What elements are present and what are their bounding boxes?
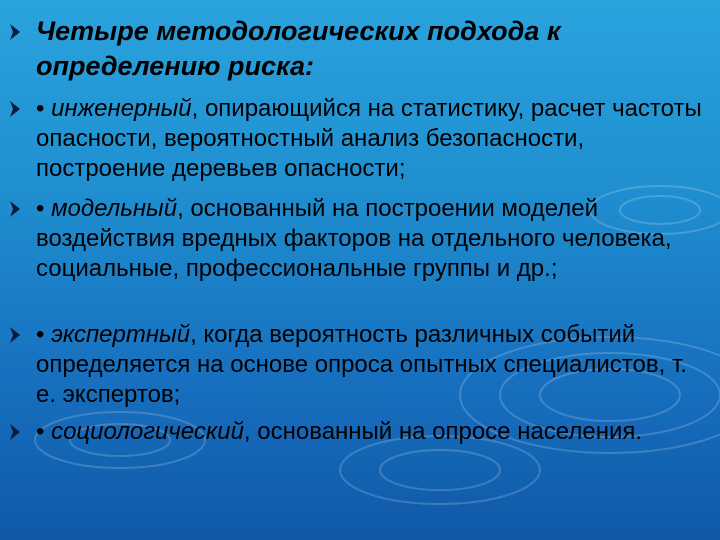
- approach-description: , когда вероятность различных событий определяется на основе опроса опытных специалистов, т. е. экспертов;: [36, 321, 687, 408]
- arrow-bullet-icon: [8, 325, 22, 345]
- arrow-bullet-icon: [8, 422, 22, 442]
- bullet-dot: •: [36, 95, 52, 122]
- list-item-expert: [36, 320, 706, 410]
- arrow-bullet-icon: [8, 199, 22, 219]
- bullet-dot: •: [36, 418, 52, 445]
- list-item-engineering: [36, 94, 706, 184]
- bullet-dot: •: [36, 321, 52, 348]
- approach-description: , опирающийся на статистику, расчет частоты опасности, вероятностный анализ безопасности, построение деревьев опасности;: [36, 95, 702, 182]
- approach-term: инженерный: [51, 95, 192, 122]
- arrow-bullet-icon: [8, 99, 22, 119]
- approach-term: социологический: [51, 418, 244, 445]
- approach-description: , основанный на опросе населения.: [243, 418, 643, 445]
- list-item-model: [36, 194, 706, 284]
- arrow-bullet-icon: [8, 22, 22, 42]
- approach-description: , основанный на построении моделей воздействия вредных факторов на отдельного человека, социальные, профессиональные группы и др.;: [36, 195, 672, 282]
- bullet-dot: •: [36, 195, 52, 222]
- approach-term: модельный: [51, 195, 178, 222]
- list-item-sociological: [36, 417, 706, 447]
- approach-term: экспертный: [51, 321, 191, 348]
- slide-title: Четыре методологических подхода к определению риска:: [36, 16, 561, 81]
